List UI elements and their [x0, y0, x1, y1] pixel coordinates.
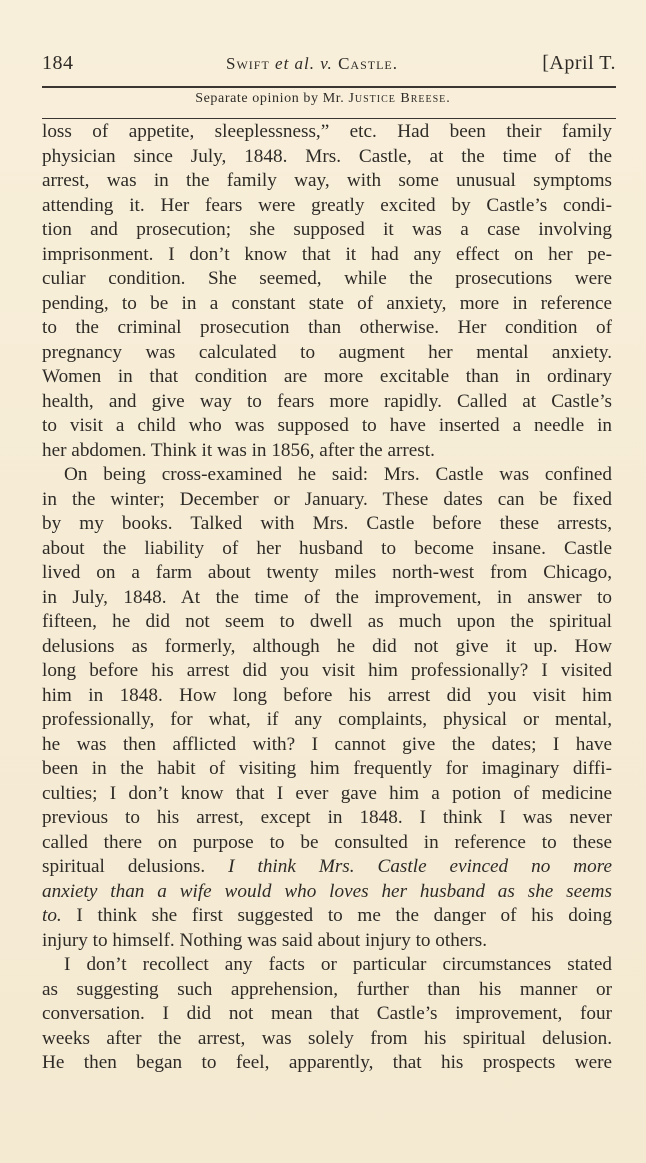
text-line: culiar condition. She seemed, while the prosecutions were — [42, 268, 612, 289]
text-line: On being cross-examined he said: Mrs. Castle was confined — [64, 464, 612, 485]
text-line: Women in that condition are more excitable than in ordinary — [42, 366, 612, 387]
case-title-part1: Swift — [226, 54, 276, 73]
header-rule-top — [42, 86, 616, 88]
text-line-mixed — [42, 855, 612, 880]
text-line: as suggesting such apprehension, further than his manner or — [42, 978, 612, 1000]
case-title-italic: et al. v. — [275, 54, 333, 73]
text-line: physician since July, 1848. Mrs. Castle, at the time of the — [42, 145, 612, 167]
text-line: conversation. I did not mean that Castle’s improvement, four — [42, 1003, 612, 1024]
text-line: to the criminal prosecution than otherwise. Her condition of — [42, 317, 612, 338]
running-head — [42, 52, 616, 82]
text-line: previous to his arrest, except in 1848. I think I was never — [42, 807, 612, 828]
italic-text-segment: to. — [42, 905, 62, 926]
text-segment: I think she first suggested to me the danger of his doing — [76, 905, 612, 926]
body-text — [42, 120, 612, 1076]
text-line: lived on a farm about twenty miles north-west from Chicago, — [42, 562, 612, 583]
text-line: fifteen, he did not seem to dwell as much upon the spiritual — [42, 611, 612, 632]
opinion-heading — [0, 91, 646, 107]
text-line: been in the habit of visiting him frequently for imaginary diffi- — [42, 758, 612, 779]
text-line: injury to himself. Nothing was said about injury to others. — [42, 929, 487, 951]
text-line: her abdomen. Think it was in 1856, after the arrest. — [42, 439, 435, 461]
text-line: by my books. Talked with Mrs. Castle before these arrests, — [42, 513, 612, 534]
text-line: He then began to feel, apparently, that his prospects were — [42, 1052, 612, 1073]
text-line: he was then afflicted with? I cannot give the dates; I have — [42, 733, 612, 755]
text-line: in July, 1848. At the time of the improvement, in answer to — [42, 586, 612, 608]
text-line: weeks after the arrest, was solely from his spiritual delusion. — [42, 1027, 612, 1049]
text-line: long before his arrest did you visit him professionally? I visited — [42, 660, 612, 681]
page-number: 184 — [42, 52, 74, 74]
term-label: [April T. — [542, 52, 616, 74]
text-line: imprisonment. I don’t know that it had any effect on her pe- — [42, 243, 612, 265]
text-line: him in 1848. How long before his arrest did you visit him — [42, 684, 612, 706]
text-line: delusions as formerly, although he did not give it up. How — [42, 635, 612, 657]
text-line: pending, to be in a constant state of anxiety, more in reference — [42, 292, 612, 314]
text-line: loss of appetite, sleeplessness,” etc. Had been their family — [42, 121, 612, 142]
text-line: tion and prosecution; she supposed it was a case involving — [42, 219, 612, 240]
italic-text-segment: I think Mrs. Castle evinced no more — [228, 856, 613, 877]
text-line: arrest, was in the family way, with some unusual symptoms — [42, 170, 612, 191]
italic-text-line: anxiety than a wife would who loves her husband as she seems — [42, 880, 612, 902]
text-line: health, and give way to fears more rapidly. Called at Castle’s — [42, 390, 612, 412]
case-title — [226, 54, 398, 74]
text-line: in the winter; December or January. These dates can be fixed — [42, 488, 612, 510]
text-line: I don’t recollect any facts or particular circumstances stated — [64, 954, 612, 975]
text-line: culties; I don’t know that I ever gave him a potion of medicine — [42, 782, 612, 804]
text-line: called there on purpose to be consulted in reference to these — [42, 831, 612, 853]
text-line: attending it. Her fears were greatly excited by Castle’s condi- — [42, 194, 612, 216]
text-line: to visit a child who was supposed to have inserted a needle in — [42, 415, 612, 436]
text-line: about the liability of her husband to become insane. Castle — [42, 537, 612, 559]
case-title-part2: Castle. — [332, 54, 398, 73]
text-line: pregnancy was calculated to augment her mental anxiety. — [42, 341, 612, 363]
text-line-mixed — [42, 904, 612, 929]
text-segment: spiritual delusions. — [42, 856, 206, 877]
opinion-judge: Justice Breese. — [348, 91, 451, 106]
header-rule-bottom — [42, 118, 616, 119]
opinion-label: Separate opinion by Mr. — [195, 91, 349, 106]
text-line: professionally, for what, if any complaints, physical or mental, — [42, 709, 612, 730]
